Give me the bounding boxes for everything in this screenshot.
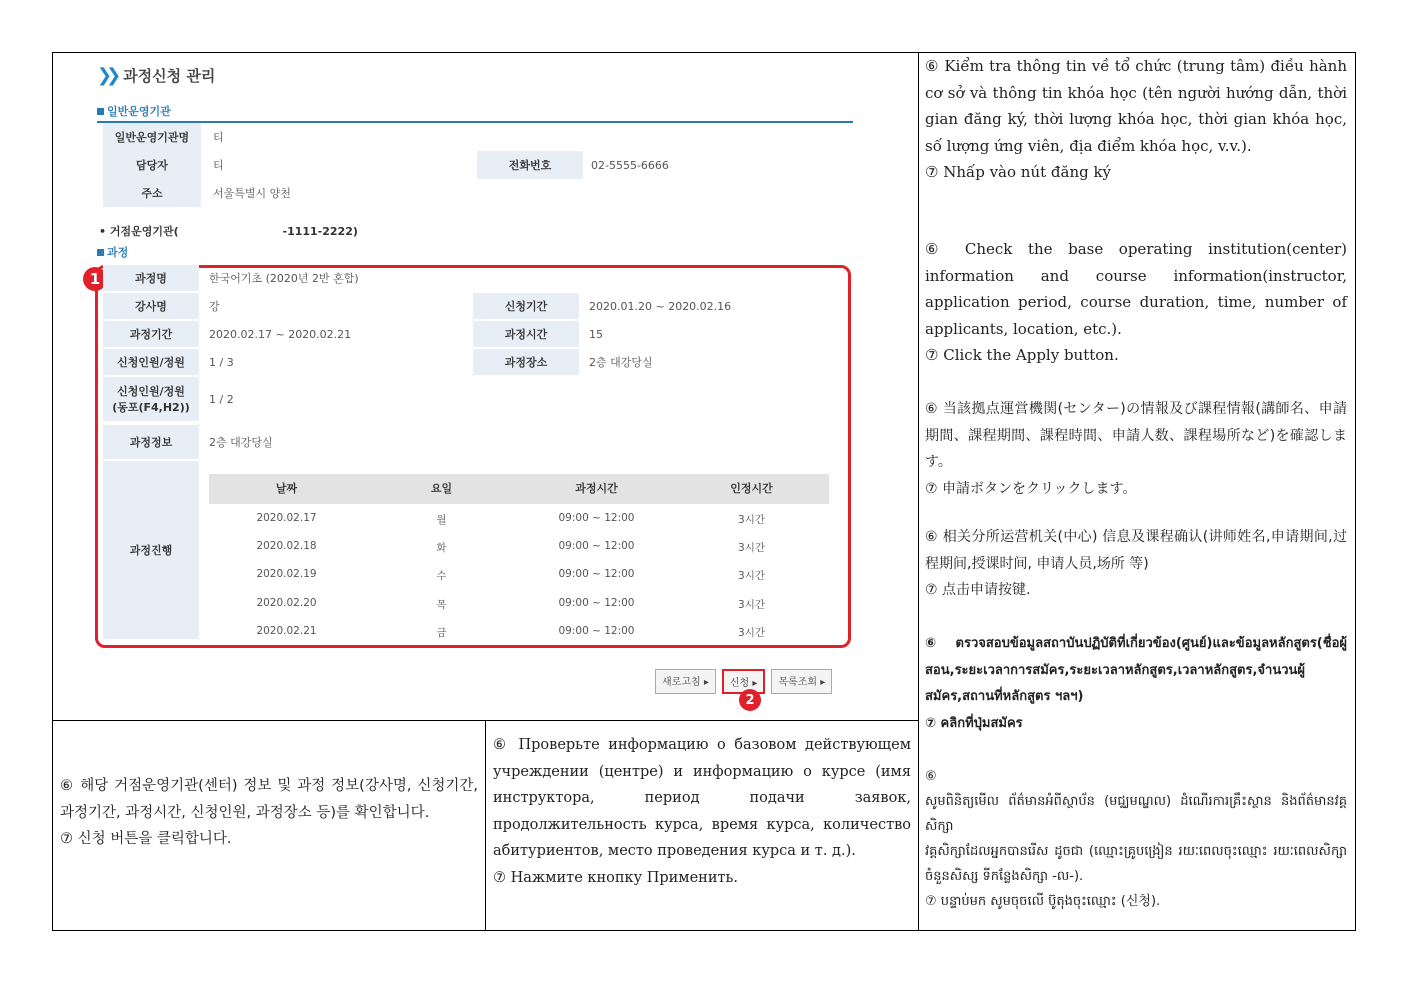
course-hours-value: 15 [589,327,603,341]
apply-period-label: 신청기간 [473,293,579,319]
address-label: 주소 [103,179,201,207]
general-name-value: 티 [213,131,224,144]
instructions-ru-cell [485,720,919,931]
course-hours-label: 과정시간 [473,321,579,347]
instructions-ko: ⑥ 해당 거점운영기관(센터) 정보 및 과정 정보(강사명, 신청기간, 과정기간, 과정시간, 신청인원, 과정장소 등)를 확인합니다. ⑦ 신청 버튼을 클릭합니다. [60,778,478,847]
base-institution-note: • 거점운영기관( -1111-2222) [99,225,358,238]
instructions-zh: ⑥ 相关分所运营机关(中心) 信息及课程确认(讲师姓名,申请期间,过程期间,授课时间, 申请人员,场所 等) ⑦ 点击申请按键. [925,529,1347,598]
chevron-right-icon: ❯❯ [97,65,116,86]
course-progress-label: 과정진행 [103,461,199,639]
instructions-ru: ⑥ Проверьте информацию о базовом действующем учреждении (центре) и информацию о курсе (имя инструктора, период подачи заявок, продолжительность курса, время курса, количество абитуриентов, место проведения курса и т. д.). ⑦ Нажмите кнопку Применить. [493,737,911,886]
phone-value: 02-5555-6666 [591,158,669,172]
schedule-row: 2020.02.17 월 09:00 ~ 12:00 3시간 [256,512,765,526]
section-general-heading: 일반운영기관 [97,103,171,119]
manager-label: 담당자 [103,151,201,179]
schedule-header-day: 요일 [430,482,453,495]
course-place-label: 과정장소 [473,349,579,375]
course-info-label: 과정정보 [103,425,199,459]
course-period-value: 2020.02.17 ~ 2020.02.21 [209,327,352,341]
square-bullet-icon [97,108,104,115]
step-badge-2: 2 [739,689,761,711]
instructions-ko-cell [52,720,486,931]
capacity-label: 신청인원/정원 [103,349,199,375]
schedule-header-time: 과정시간 [575,482,618,495]
phone-label: 전화번호 [477,151,583,179]
schedule-header-credit: 인정시간 [730,482,773,495]
step-badge-1: 1 [83,267,107,291]
section-course-heading: 과정 [97,244,128,260]
course-place-value: 2층 대강당실 [589,356,653,369]
schedule-row: 2020.02.20 목 09:00 ~ 12:00 3시간 [256,597,765,611]
list-button[interactable]: 목록조회 ▸ [771,669,832,694]
course-name-label: 과정명 [103,265,199,291]
screenshot-cell [52,52,919,721]
refresh-button[interactable]: 새로고침 ▸ [655,669,716,694]
instructions-th: ⑥ ตรวจสอบข้อมูลสถาบันปฏิบัติที่เกี่ยวข้อง(ศูนย์)และข้อมูลหลักสูตร(ชื่อผู้สอน,ระยะเวลาการสมัคร,ระยะเวลาหลักสูตร,เวลาหลักสูตร,จำนวนผู้สมัคร,สถานที่หลักสูตร ฯลฯ) ⑦ คลิกที่ปุ่มสมัคร [925,636,1347,731]
course-info-value: 2층 대강당실 [209,436,273,449]
section-divider [97,121,853,123]
capacity-compatriot-label: 신청인원/정원 (동포(F4,H2)) [103,377,199,421]
instructions-km: ⑥ សូមពិនិត្យមើល ព័ត៌មានអំពីស្ថាប័ន (មជ្ឈមណ្ឌល) ដំណើរការគ្រឹះស្ថាន និងព័ត៌មានវគ្គសិក្សា វគ្គសិក្សាដែលអ្នកបានរើស ដូចជា (ឈ្មោះគ្រូបង្រៀន រយៈពេលចុះឈ្មោះ រយៈពេលសិក្សា ចំនួនសិស្ស ទីកន្លែងសិក្សា -ល-). ⑦ បន្ទាប់មក សូមចុចលើ ប៊ូតុងចុះឈ្មោះ (신청). [925,769,1347,909]
instructions-ja: ⑥ 当該拠点運営機関(センター)の情報及び課程情報(講師名、申請期間、課程期間、課程時間、申請人数、課程場所など)を確認します。 ⑦ 申請ボタンをクリックします。 [925,401,1347,497]
course-application-screen [53,53,918,720]
page-title: ❯❯ 과정신청 관리 [97,65,216,86]
apply-button[interactable]: 신청 ▸ [722,669,766,694]
instructor-label: 강사명 [103,293,199,319]
instructor-value: 강 [209,300,220,313]
schedule-row: 2020.02.21 금 09:00 ~ 12:00 3시간 [256,625,765,639]
capacity-value: 1 / 3 [209,355,234,369]
schedule-row: 2020.02.18 화 09:00 ~ 12:00 3시간 [256,540,765,554]
course-name-value: 한국어기초 (2020년 2반 혼합) [209,272,359,285]
course-period-label: 과정기간 [103,321,199,347]
square-bullet-icon [97,249,104,256]
capacity-compatriot-value: 1 / 2 [209,392,234,406]
apply-period-value: 2020.01.20 ~ 2020.02.16 [589,299,732,313]
instructions-vi: ⑥ Kiểm tra thông tin về tổ chức (trung tâm) điều hành cơ sở và thông tin khóa học (tên người hướng dẫn, thời gian đăng ký, thời lượng khóa học, thời gian khóa học, số lượng ứng viên, địa điểm khóa học, v.v.). ⑦ Nhấp vào nút đăng ký [925,57,1347,181]
manager-value: 티 [213,159,224,172]
instructions-right-cell [918,52,1356,931]
instructions-en: ⑥ Check the base operating institution(center) information and course information(instructor, application period, course duration, time, number of applicants, location, etc.). ⑦ Click the Apply button. [925,240,1347,364]
schedule-header [209,474,829,504]
address-value: 서울특별시 양천 [213,187,291,200]
schedule-row: 2020.02.19 수 09:00 ~ 12:00 3시간 [256,568,765,582]
general-name-label: 일반운영기관명 [103,123,201,151]
schedule-header-date: 날짜 [275,482,298,495]
